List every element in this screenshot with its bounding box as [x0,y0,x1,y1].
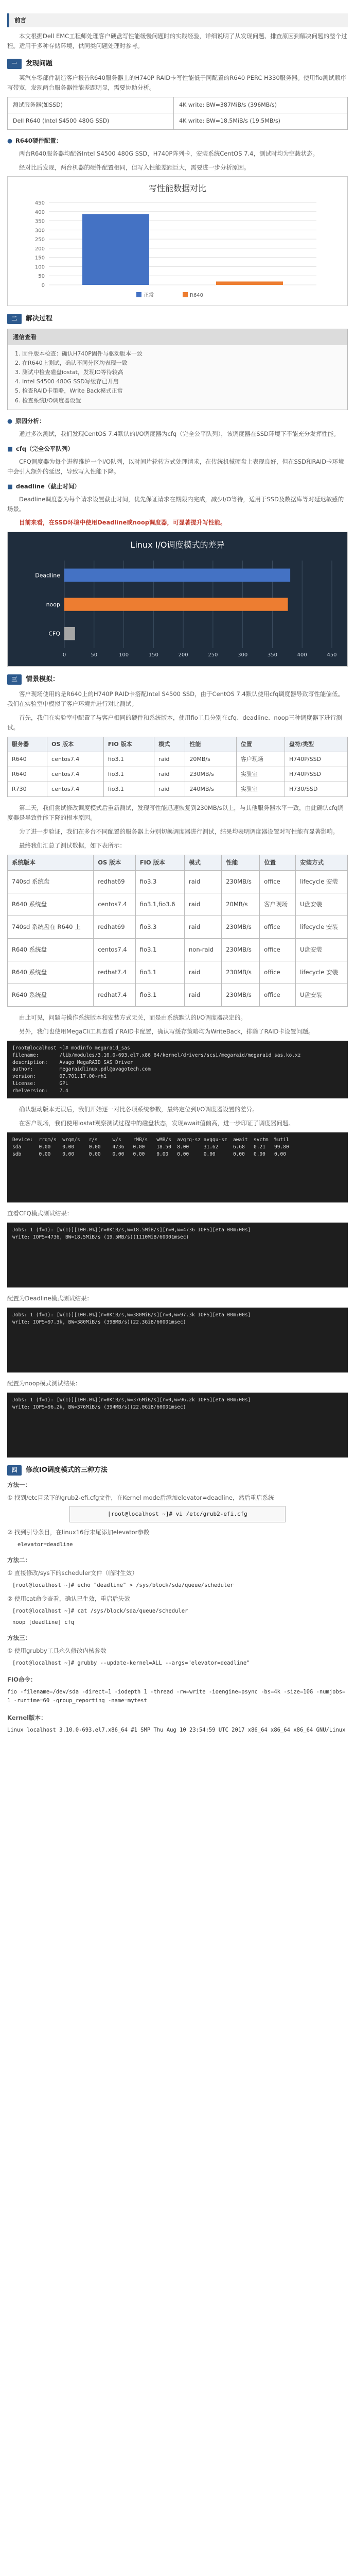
lab-table [7,737,348,798]
x-tick-label: 250 [208,652,218,658]
step-text: ① 找到/etc目录下的grub2-efi.cfg文件，在Kernel mode后添加elevator=deadline，然后重启系统 [7,1494,274,1501]
category-label: noop [46,601,60,608]
y-tick-label: 350 [34,219,45,225]
table-header-row [8,855,348,871]
step-text: ① 直接修改/sys下的scheduler文件（临时生效） [7,1569,138,1577]
legend-swatch [183,292,188,297]
chart-svg [8,177,347,306]
perf-table [7,97,348,129]
paragraph: 某汽车零部件制造客户报告R640服务器上的H740P RAID卡写性能低于同配置的R640 PERC H330服务器。使用fio测试顺序写带宽，发现两台服务器性能差距明显，需要协助分析。 [7,74,347,92]
section-3-title [7,674,348,685]
table-header: OS 版本 [47,737,104,752]
table-cell: 测试服务器(如SSD) [8,97,174,113]
list-item: 2. 在R640上测试，确认不同分区均表现一致 [15,360,128,367]
bullet-icon: ■ [7,445,13,452]
paragraph: 查看CFQ模式测试结果： [7,1210,73,1217]
table-cell: raid [154,767,185,782]
terminal-output: Jobs: 1 (f=1): [W(1)][100.0%][r=0KiB/s,w=18.5MiB/s][r=0,w=4736 IOPS][eta 00m:00s] write: IOPS=4736, BW=18.5MiB/s (19.5MB/s)(1110MiB/60001msec) [7,1223,348,1287]
table-cell: fio3.1 [103,752,154,767]
table-cell: 客户现场 [236,752,285,767]
intro-tag: 前言 [7,13,348,27]
y-tick-label: 200 [34,246,45,252]
category-label: CFQ [48,631,60,638]
bar [64,627,75,640]
command-box: [root@localhost ~]# vi /etc/grub2-efi.cfg [69,1506,285,1522]
table-cell: redhat7.4 [94,984,136,1007]
terminal-output: [root@localhost ~]# modinfo megaraid_sas filename: /lib/modules/3.10.0-693.el7.x86_64/kernel/drivers/scsi/megaraid/megaraid_sas.ko.xz description: Avago MegaRAID SAS Driver author: megaraidlinux.pdl@avagotech.com version: 07.701.17.00-rh1 license: GPL rhelversion: 7.4 [7,1041,348,1098]
table-cell: 740sd 系统盘在 R640 上 [8,916,94,939]
table-header: 盘符/类型 [285,737,347,752]
y-tick-label: 400 [34,210,45,216]
paragraph: 配置为Deadline模式测试结果： [7,1295,93,1302]
table-header: 安装方式 [296,855,348,871]
paragraph: 第二天，我们尝试修改调度模式后重新测试，发现写性能迅速恢复到230MB/s以上，与其他服务器水平一致，由此确认cfq调度器是导致性能下降的根本原因。 [7,804,344,822]
table-cell: redhat7.4 [94,961,136,984]
list-item: 3. 测试中检查磁盘iostat，发现IO等待较高 [15,369,123,376]
table-header-row [8,737,348,752]
table-cell: fio3.3 [135,871,184,893]
table-cell: centos7.4 [94,893,136,916]
section-label: 情景模拟： [26,675,60,684]
x-tick-label: 150 [148,652,158,658]
table-row [8,752,348,767]
subheading [7,444,348,454]
table-cell: 20MB/s [222,893,260,916]
table-cell: 230MB/s [222,871,260,893]
table-header: 性能 [222,855,260,871]
legend-label: 正常 [144,293,154,299]
table-cell: centos7.4 [47,782,104,797]
table-cell: non-raid [185,939,222,961]
subheading-text: R640硬件配置： [15,137,62,144]
y-tick-label: 50 [38,274,45,280]
table-cell: raid [185,871,222,893]
table-cell: R640 系统盘 [8,961,94,984]
method-label: 方法三： [7,1634,31,1641]
table-cell: 230MB/s [185,767,236,782]
summary-table [7,855,348,1007]
table-row [8,984,348,1007]
section-number: 三 [7,674,22,685]
table-cell: H740P/SSD [285,752,347,767]
step-text: ① 使用grubby工具永久修改内核参数 [7,1647,106,1654]
table-cell: 4K write: BW=18.5MiB/s (19.5MB/s) [174,113,348,129]
table-header: 系统版本 [8,855,94,871]
section-label: 修改IO调度模式的三种方法 [26,1466,108,1475]
paragraph: CFQ调度器为每个进程维护一个I/O队列，以时间片轮转方式处理请求，在传统机械硬盘上表现良好，但在SSD和RAID卡环境中会引入额外的延迟，导致写入性能下降。 [7,457,344,475]
table-cell: H730/SSD [285,782,347,797]
table-cell: U盘安装 [296,893,348,916]
table-cell: office [260,871,296,893]
x-tick-label: 450 [327,652,337,658]
command-output: noop [deadline] cfq [12,1619,75,1625]
command-text: [root@localhost ~]# grubby --update-kernel=ALL --args="elevator=deadline" [12,1659,250,1666]
table-row [8,939,348,961]
bar [64,569,290,582]
diagnosis-dialog [7,329,348,410]
table-cell: redhat69 [94,916,136,939]
table-cell: office [260,916,296,939]
paragraph: 客户现场使用的是R640上的H740P RAID卡搭配Intel S4500 SSD，由于CentOS 7.4默认使用cfq调度器导致写性能偏低。我们在实验室中模拟了客户环境并进行对比测试。 [7,690,344,707]
command-text: [root@localhost ~]# cat /sys/block/sda/queue/scheduler [12,1608,188,1615]
table-cell: R640 系统盘 [8,984,94,1007]
table-cell: U盘安装 [296,939,348,961]
paragraph: 另外，我们也使用MegaCli工具查看了RAID卡配置，确认写缓存策略均为WriteBack，排除了RAID卡设置问题。 [19,1028,314,1036]
table-header: OS 版本 [94,855,136,871]
write-perf-chart [7,176,348,306]
table-cell: raid [185,984,222,1007]
table-cell: H740P/SSD [285,767,347,782]
section-1-title [7,58,348,69]
table-row [8,767,348,782]
subheading-text: 原因分析： [15,417,45,425]
y-tick-label: 0 [41,283,45,289]
paragraph: 配置为noop模式测试结果： [7,1380,81,1387]
section-label: 发现问题 [26,59,53,67]
table-header: 模式 [185,855,222,871]
table-cell: redhat69 [94,871,136,893]
chart-title: Linux I/O调度模式的差异 [130,540,225,550]
table-cell: raid [185,916,222,939]
list-item: 4. Intel S4500 480G SSD写缓存已开启 [15,378,119,385]
table-row [8,893,348,916]
legend-label: R640 [190,293,204,299]
terminal-output: Jobs: 1 (f=1): [W(1)][100.0%][r=0KiB/s,w=376MiB/s][r=0,w=96.2k IOPS][eta 00m:00s] write: IOPS=96.2k, BW=376MiB/s (394MB/s)(22.0GiB/60001msec) [7,1393,348,1458]
bar [216,282,283,285]
table-cell: R640 系统盘 [8,893,94,916]
table-header: 位置 [260,855,296,871]
x-tick-label: 350 [267,652,277,658]
table-header: FIO 版本 [135,855,184,871]
table-cell: fio3.1 [135,961,184,984]
step-text: ② 找到引导条目，在linux16行末尾添加elevator参数 [7,1528,150,1536]
bar [82,214,149,285]
intro-text: 本文根据Dell EMC工程师处理客户硬盘写性能缓慢问题时的实践经验，详细说明了从发现问题、排查原因到解决问题的整个过程。适用于多种存储环境，供同类问题处理时参考。 [7,32,347,49]
list-item: 5. 检查RAID卡策略，Write Back模式正常 [15,387,123,395]
x-tick-label: 0 [62,652,66,658]
terminal-output: Jobs: 1 (f=1): [W(1)][100.0%][r=0KiB/s,w=380MiB/s][r=0,w=97.3k IOPS][eta 00m:00s] write: IOPS=97.3k, BW=380MiB/s (398MB/s)(22.3GiB/60001msec) [7,1308,348,1372]
paragraph: 两台R640服务器均配备Intel S4500 480G SSD，H740P阵列卡，安装系统CentOS 7.4，测试时均为空载状态。 [19,149,318,157]
list-item: 6. 检查系统I/O调度器设置 [15,397,81,404]
bar [64,598,288,612]
table-cell: 20MB/s [185,752,236,767]
table-cell: fio3.1 [103,767,154,782]
y-tick-label: 150 [34,256,45,262]
table-row [8,961,348,984]
table-cell: U盘安装 [296,984,348,1007]
table-cell: centos7.4 [47,767,104,782]
subheading [7,416,348,426]
paragraph: 确认驱动版本无误后，我们开始逐一对比各项系统参数，最终定位到I/O调度器设置的差异。 [19,1106,258,1113]
scheduler-chart [7,532,348,667]
paragraph: 目前来看，在SSD环境中使用Deadline或noop调度器，可显著提升写性能。 [19,519,226,527]
paragraph: 在客户现场，我们使用iostat观察测试过程中的磁盘状态，发现await值偏高，进一步印证了调度器问题。 [19,1120,294,1127]
table-cell: 740sd 系统盘 [8,871,94,893]
table-cell: raid [154,752,185,767]
step-text: ② 使用cat命令查看，确认已生效，重启后失效 [7,1595,130,1603]
table-cell: fio3.1,fio3.6 [135,893,184,916]
paragraph: 由此可见，问题与操作系统版本和安装方式无关，而是由系统默认的I/O调度器决定的。 [19,1014,246,1022]
chart-svg [8,532,347,666]
table-cell: 230MB/s [222,916,260,939]
table-cell: 230MB/s [222,939,260,961]
table-cell: office [260,939,296,961]
table-cell: office [260,984,296,1007]
paragraph: 为了进一步验证，我们在多台不同配置的服务器上分别切换调度器进行测试，结果均表明调度器设置对写性能有显著影响。 [19,828,339,836]
table-cell: fio3.1 [135,984,184,1007]
table-header: 性能 [185,737,236,752]
y-tick-label: 300 [34,228,45,234]
bullet-icon: ● [7,137,13,144]
table-cell: office [260,961,296,984]
table-cell: centos7.4 [47,752,104,767]
category-label: Deadline [35,572,60,579]
table-cell: 240MB/s [185,782,236,797]
table-header: FIO 版本 [103,737,154,752]
table-cell: fio3.1 [103,782,154,797]
command-text: elevator=deadline [17,1541,73,1548]
subheading-text: deadline（截止时间） [15,482,80,490]
x-tick-label: 300 [238,652,248,658]
paragraph: 最终我们汇总了测试数据，如下表所示： [19,842,126,850]
bullet-icon: ● [7,417,13,425]
table-cell: 4K write: BW=387MiB/s (396MB/s) [174,97,348,113]
table-cell: Dell R640 (Intel S4500 480G SSD) [8,113,174,129]
table-cell: raid [185,961,222,984]
x-tick-label: 100 [119,652,129,658]
paragraph: 经对比后发现，两台机器的硬件配置相同，但写入性能差距巨大，需要进一步分析原因。 [19,163,250,171]
kernel-label: Kernel版本： [7,1714,47,1721]
fio-label: FIO命令： [7,1676,37,1684]
paragraph: 通过多次测试，我们发现CentOS 7.4默认的I/O调度器为cfq（完全公平队列），该调度器在SSD环境下不能充分发挥性能。 [19,430,340,437]
method-label: 方法二： [7,1556,31,1564]
table-cell: R640 [8,752,47,767]
fio-command: fio -filename=/dev/sda -direct=1 -iodepth 1 -thread -rw=write -ioengine=psync -bs=4k -size=10G -numjobs=1 -runtime=60 -group_reporting -name=mytest [7,1689,346,1704]
table-header: 模式 [154,737,185,752]
x-tick-label: 50 [91,652,98,658]
kernel-text: Linux localhost 3.10.0-693.el7.x86_64 #1 SMP Thu Aug 10 23:54:59 UTC 2017 x86_64 x86_64 x86_64 GNU/Linux [7,1726,346,1733]
dialog-header: 通信查看 [8,329,347,345]
table-cell: lifecycle 安装 [296,871,348,893]
section-number: 二 [7,314,22,324]
chart-title: 写性能数据对比 [148,183,207,194]
terminal-output: Device: rrqm/s wrqm/s r/s w/s rMB/s wMB/s avgrq-sz avgqu-sz await svctm %util sda 0.00 0.00 0.00 4736 0.00 18.50 8.00 31.62 6.68 0.21 99.80 sdb 0.00 0.00 0.00 0.00 0.00 0.00 0.00 0.00 0.00 0.00 0.00 [7,1132,348,1202]
subheading [7,136,348,146]
command-text: [root@localhost ~]# echo "deadline" > /sys/block/sda/queue/scheduler [12,1582,234,1589]
table-row [8,916,348,939]
table-cell: 客户现场 [260,893,296,916]
table-cell: centos7.4 [94,939,136,961]
table-row [8,97,348,113]
section-number: 四 [7,1465,22,1476]
table-cell: lifecycle 安装 [296,961,348,984]
table-cell: R730 [8,782,47,797]
y-tick-label: 450 [34,200,45,207]
table-cell: 230MB/s [222,961,260,984]
y-tick-label: 250 [34,237,45,243]
subheading [7,482,348,492]
y-tick-label: 100 [34,264,45,270]
table-cell: 实验室 [236,782,285,797]
table-header: 服务器 [8,737,47,752]
paragraph: 首先，我们在实验室中配置了与客户相同的硬件和系统版本，使用fio工具分别在cfq、deadline、noop三种调度器下进行测试。 [7,714,342,731]
x-tick-label: 200 [178,652,188,658]
table-cell: fio3.1 [135,939,184,961]
section-number: 一 [7,59,22,69]
table-cell: R640 系统盘 [8,939,94,961]
section-label: 解决过程 [26,315,53,323]
list-item: 1. 固件版本检查：确认H740P固件与驱动版本一致 [15,350,143,357]
table-row [8,113,348,129]
section-4-title [7,1465,348,1476]
paragraph: Deadline调度器为每个请求设置截止时间，优先保证请求在期限内完成，减少I/O等待，适用于SSD及数据库等对延迟敏感的场景。 [7,495,344,513]
table-row [8,782,348,797]
table-cell: lifecycle 安装 [296,916,348,939]
x-tick-label: 400 [297,652,307,658]
table-header: 位置 [236,737,285,752]
table-cell: raid [185,893,222,916]
legend-swatch [136,292,141,297]
table-cell: R640 [8,767,47,782]
bullet-icon: ■ [7,482,13,490]
method-label: 方法一： [7,1481,31,1488]
table-cell: raid [154,782,185,797]
section-2-title [7,313,348,324]
table-cell: 230MB/s [222,984,260,1007]
table-cell: fio3.3 [135,916,184,939]
table-row [8,871,348,893]
subheading-text: cfq（完全公平队列） [15,445,74,452]
table-cell: 实验室 [236,767,285,782]
